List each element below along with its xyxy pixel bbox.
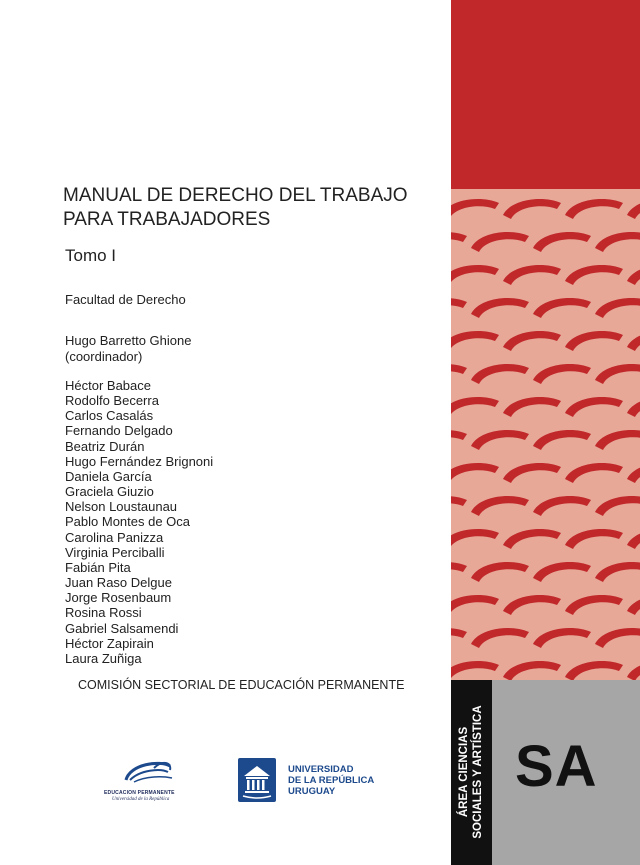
wave-stroke <box>471 628 529 648</box>
wave-stroke <box>595 430 640 450</box>
wave-pattern-icon <box>451 189 640 680</box>
area-line-2: SOCIALES Y ARTÍSTICA <box>472 705 484 839</box>
wave-stroke <box>627 463 640 483</box>
coordinator-role: (coordinador) <box>65 349 143 364</box>
book-title <box>63 184 408 232</box>
wave-stroke <box>565 661 623 680</box>
author-item: Graciela Giuzio <box>65 484 154 500</box>
wave-stroke <box>451 529 499 549</box>
red-band <box>451 0 640 189</box>
author-item: Hugo Fernández Brignoni <box>65 453 214 469</box>
wave-stroke <box>627 265 640 285</box>
wave-stroke <box>503 529 561 549</box>
wave-stroke <box>451 496 467 516</box>
title-line-1: MANUAL DE DERECHO DEL TRABAJO <box>63 185 408 206</box>
wave-stroke <box>503 199 561 219</box>
wave-stroke <box>451 562 467 582</box>
wave-stroke <box>503 331 561 351</box>
university-line-3: URUGUAY <box>288 786 336 797</box>
wave-stroke <box>471 430 529 450</box>
wave-stroke <box>533 628 591 648</box>
author-item: Héctor Babace <box>65 378 151 393</box>
author-item: Carlos Casalás <box>65 408 154 424</box>
university-name <box>288 764 374 797</box>
university-line-2: DE LA REPÚBLICA <box>288 775 375 786</box>
university-crest-icon <box>238 758 276 802</box>
author-item: Rodolfo Becerra <box>65 393 159 409</box>
education-logo-subtext: Universidad de la República <box>112 797 170 802</box>
author-item: Fabián Pita <box>65 559 131 575</box>
cover-side-panel <box>451 0 640 865</box>
wave-stroke <box>627 529 640 549</box>
commission-label: COMISIÓN SECTORIAL DE EDUCACIÓN PERMANENTE <box>78 678 405 692</box>
area-code: SA <box>515 734 598 799</box>
wave-stroke <box>595 232 640 252</box>
wave-stroke <box>451 463 499 483</box>
wave-stroke <box>451 364 467 384</box>
wave-stroke <box>471 298 529 318</box>
wave-stroke <box>451 298 467 318</box>
area-label <box>457 705 485 838</box>
wave-stroke <box>533 364 591 384</box>
wave-stroke <box>451 397 499 417</box>
wave-stroke <box>565 595 623 615</box>
wave-stroke <box>627 661 640 680</box>
wave-stroke <box>627 595 640 615</box>
wave-stroke <box>503 397 561 417</box>
wave-stroke <box>533 232 591 252</box>
wave-stroke <box>533 430 591 450</box>
wave-stroke <box>565 265 623 285</box>
author-item: Carolina Panizza <box>65 529 164 545</box>
wave-stroke <box>533 496 591 516</box>
university-line-1: UNIVERSIDAD <box>288 764 354 775</box>
wave-stroke <box>595 562 640 582</box>
wave-stroke <box>533 562 591 582</box>
wave-stroke <box>471 232 529 252</box>
author-item: Nelson Loustaunau <box>65 499 178 515</box>
wave-stroke <box>565 463 623 483</box>
wave-stroke <box>627 331 640 351</box>
wave-stroke <box>503 463 561 483</box>
wave-stroke <box>451 232 467 252</box>
wave-stroke <box>565 199 623 219</box>
author-item: Jorge Rosenbaum <box>65 590 172 606</box>
author-item: Fernando Delgado <box>65 423 173 439</box>
wave-stroke <box>565 529 623 549</box>
wave-stroke <box>471 496 529 516</box>
wave-pattern <box>451 189 640 680</box>
wave-stroke <box>627 199 640 219</box>
wave-stroke <box>595 628 640 648</box>
wave-stroke <box>627 397 640 417</box>
wave-stroke <box>451 331 499 351</box>
author-item: Juan Raso Delgue <box>65 575 172 591</box>
volume-label: Tomo I <box>65 246 117 265</box>
education-logo-text: EDUCACION PERMANENTE <box>104 790 175 796</box>
wave-stroke <box>503 661 561 680</box>
author-item: Héctor Zapirain <box>65 635 154 651</box>
wave-stroke <box>595 364 640 384</box>
author-item: Rosina Rossi <box>65 605 142 621</box>
author-item: Beatriz Durán <box>65 438 145 454</box>
area-line-1: ÁREA CIENCIAS <box>458 726 470 818</box>
coordinator-block <box>65 333 191 365</box>
wave-stroke <box>451 595 499 615</box>
wave-stroke <box>471 364 529 384</box>
wave-stroke <box>565 397 623 417</box>
author-item: Daniela García <box>65 468 152 484</box>
wave-stroke <box>565 331 623 351</box>
wave-stroke <box>451 430 467 450</box>
wave-stroke <box>595 298 640 318</box>
wave-stroke <box>451 661 499 680</box>
wave-stroke <box>503 595 561 615</box>
author-item: Virginia Perciballi <box>65 544 165 560</box>
title-line-2: PARA TRABAJADORES <box>63 209 271 230</box>
wave-stroke <box>471 562 529 582</box>
wave-stroke <box>595 496 640 516</box>
wave-stroke <box>451 628 467 648</box>
author-list <box>65 378 213 666</box>
coordinator-name: Hugo Barretto Ghione <box>65 333 192 348</box>
wave-stroke <box>503 265 561 285</box>
wave-stroke <box>451 265 499 285</box>
faculty-label: Facultad de Derecho <box>65 292 186 307</box>
wave-stroke <box>451 199 499 219</box>
author-item: Pablo Montes de Oca <box>65 514 191 530</box>
author-item: Gabriel Salsamendi <box>65 620 179 636</box>
wave-stroke <box>533 298 591 318</box>
author-item: Laura Zuñiga <box>65 650 142 666</box>
